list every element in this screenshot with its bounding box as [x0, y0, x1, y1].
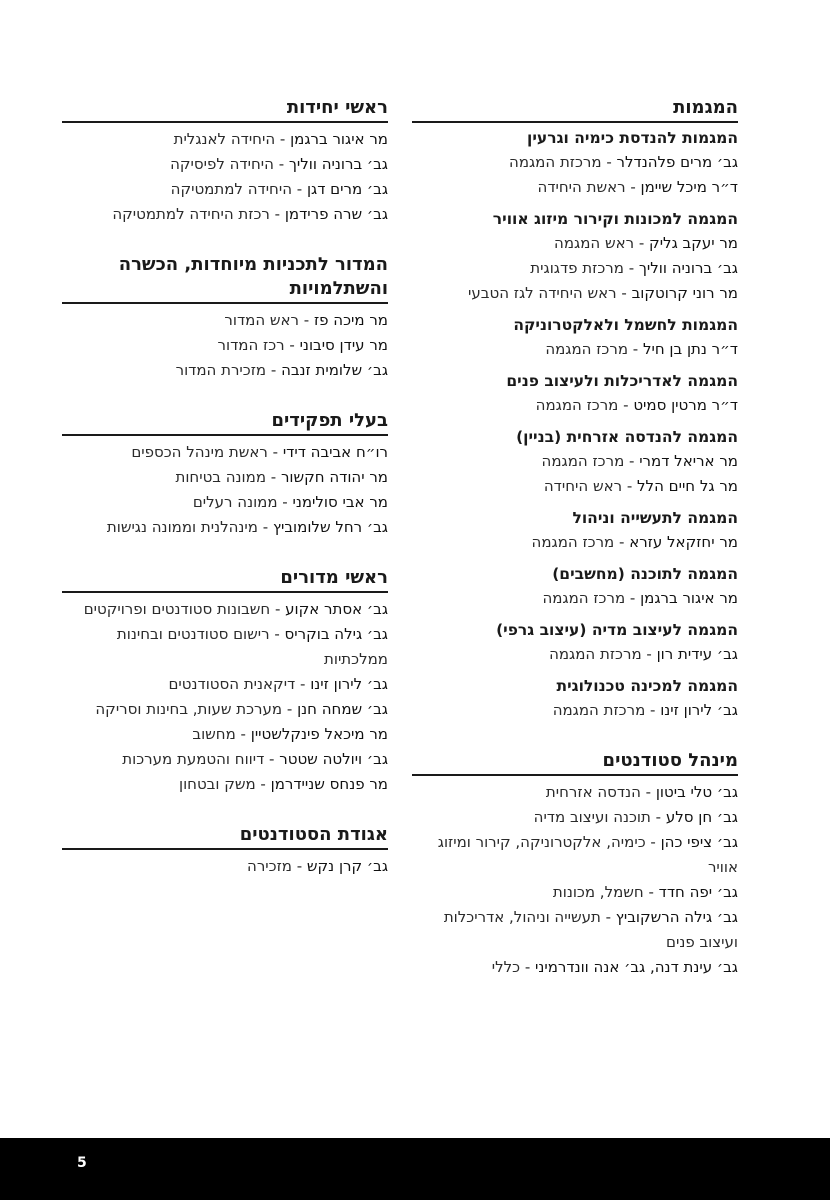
staff-name: ד״ר מיכל שיימן — [640, 178, 738, 196]
staff-role: - ראשת היחידה — [537, 178, 641, 196]
staff-row — [62, 722, 388, 747]
staff-role: - היחידה לאנגלית — [173, 130, 291, 148]
department-group — [412, 426, 738, 499]
staff-role: - כימיה, אלקטרוניקה, קירור ומיזוג אוויר — [437, 833, 738, 876]
staff-role: - מזכירה — [247, 857, 307, 875]
staff-name: מר עידן סיבוני — [299, 336, 388, 354]
department-group — [62, 127, 388, 227]
department-group — [412, 370, 738, 418]
staff-name: רו״ח אביבה דידי — [282, 443, 388, 461]
staff-role: - דיקאנית הסטודנטים — [168, 675, 311, 693]
staff-row — [412, 281, 738, 306]
staff-row — [62, 440, 388, 465]
staff-name: מר אבי סולימני — [292, 493, 388, 511]
staff-role: - ראש היחידה — [543, 477, 638, 495]
staff-name: גב׳ שלומית זנבה — [281, 361, 388, 379]
section-heading: אגודת הסטודנטים — [62, 823, 388, 850]
staff-row — [62, 152, 388, 177]
staff-role: - ראש המדור — [224, 311, 314, 329]
right-column — [412, 96, 738, 1006]
staff-role: - תוכנה ועיצוב מדיה — [533, 808, 666, 826]
staff-row — [62, 333, 388, 358]
department-group — [412, 507, 738, 555]
staff-name: מר איגור ברגמן — [640, 589, 738, 607]
staff-name: גב׳ מרים דגן — [306, 180, 388, 198]
staff-row — [62, 202, 388, 227]
department-group — [62, 440, 388, 540]
group-title: המגמות להנדסת כימיה וגרעין — [527, 129, 738, 147]
staff-role: - מחשוב — [192, 725, 251, 743]
staff-role: - ראשת מינהל הכספים — [131, 443, 283, 461]
staff-role: - חשבונות סטודנטים ופרויקטים — [83, 600, 286, 618]
staff-role: - מרכז המגמה — [531, 533, 630, 551]
group-title: המגמה לעיצוב מדיה (עיצוב גרפי) — [496, 621, 738, 639]
staff-row — [412, 805, 738, 830]
section — [62, 823, 388, 879]
group-title: המגמה לתוכנה (מחשבים) — [552, 565, 738, 583]
department-group — [412, 127, 738, 200]
department-group — [412, 675, 738, 723]
staff-name: גב׳ יפה חדד — [658, 883, 738, 901]
staff-role: - ממונה בטיחות — [175, 468, 281, 486]
staff-row — [412, 698, 738, 723]
staff-name: גב׳ ציפי כהן — [660, 833, 738, 851]
staff-role: - ראש היחידה לגז הטבעי — [468, 284, 632, 302]
left-column — [62, 96, 388, 905]
staff-name: גב׳ שרה פרידמן — [284, 205, 388, 223]
staff-role: - רישום סטודנטים ובחינות ממלכתיות — [116, 625, 388, 668]
staff-row — [62, 772, 388, 797]
staff-name: גב׳ עידית רון — [656, 645, 738, 663]
staff-name: גב׳ גילה הרשקוביץ — [615, 908, 738, 926]
staff-name: גב׳ ברוניה ווליך — [638, 259, 738, 277]
staff-role: - הנדסה אזרחית — [545, 783, 656, 801]
section — [62, 253, 388, 383]
staff-role: - מרכזת המגמה — [549, 645, 657, 663]
staff-role: - מרכז המגמה — [535, 396, 634, 414]
department-group — [62, 854, 388, 879]
department-group — [412, 619, 738, 667]
staff-role: - רכז המדור — [217, 336, 300, 354]
department-group — [412, 563, 738, 611]
section — [412, 749, 738, 980]
staff-role: - רכזת היחידה למתמטיקה — [112, 205, 285, 223]
group-title: המגמה למכונות וקירור מיזוג אוויר — [492, 210, 738, 228]
staff-row — [62, 854, 388, 879]
staff-role: - מינהלנית וממונה נגישות — [106, 518, 273, 536]
staff-row — [62, 747, 388, 772]
staff-row — [412, 150, 738, 175]
staff-row — [412, 642, 738, 667]
staff-name: גב׳ חן סלע — [665, 808, 738, 826]
staff-role: - דיווח והטמעת מערכות — [122, 750, 280, 768]
staff-role: - היחידה למתמטיקה — [170, 180, 307, 198]
staff-row — [62, 127, 388, 152]
staff-row — [412, 256, 738, 281]
staff-name: גב׳ מרים פלהנדלר — [616, 153, 738, 171]
section-heading: מינהל סטודנטים — [412, 749, 738, 776]
staff-name: מר פנחס שניידרמן — [270, 775, 388, 793]
staff-role: - תעשייה וניהול, אדריכלות ועיצוב פנים — [443, 908, 738, 951]
staff-name: מר יחזקאל עזרא — [629, 533, 738, 551]
staff-role: - מערכת שעות, בחינות וסריקה — [95, 700, 298, 718]
staff-role: - חשמל, מכונות — [552, 883, 659, 901]
staff-row — [62, 358, 388, 383]
staff-name: ד״ר נתן בן חיל — [642, 340, 738, 358]
staff-row — [62, 308, 388, 333]
staff-row — [412, 175, 738, 200]
staff-role: - מרכזת המגמה — [509, 153, 617, 171]
staff-row — [412, 830, 738, 880]
staff-row — [62, 597, 388, 622]
staff-role: - מזכירת המדור — [175, 361, 282, 379]
staff-row — [412, 337, 738, 362]
department-group — [412, 780, 738, 980]
staff-name: גב׳ לירון זינו — [310, 675, 388, 693]
staff-row — [412, 880, 738, 905]
staff-role: - מרכזת המגמה — [552, 701, 661, 719]
staff-role: - משק ובטחון — [178, 775, 271, 793]
staff-row — [412, 231, 738, 256]
department-group — [62, 597, 388, 797]
staff-row — [412, 530, 738, 555]
staff-name: מר גל חיים הלל — [637, 477, 738, 495]
staff-row — [412, 586, 738, 611]
staff-row — [412, 955, 738, 980]
staff-name: גב׳ ויולטה שטטר — [279, 750, 388, 768]
group-title: המגמה לתעשייה וניהול — [572, 509, 738, 527]
section-heading: בעלי תפקידים — [62, 409, 388, 436]
page-number: 5 — [77, 1155, 87, 1171]
staff-row — [62, 177, 388, 202]
staff-row — [412, 449, 738, 474]
staff-name: גב׳ עינת דנה, גב׳ אנה וונדרמיני — [535, 958, 738, 976]
section — [62, 409, 388, 540]
staff-name: גב׳ אסתר אקוע — [285, 600, 388, 618]
staff-name: גב׳ טלי ביטון — [655, 783, 738, 801]
staff-row — [62, 697, 388, 722]
group-title: המגמות לחשמל ולאלקטרוניקה — [513, 316, 738, 334]
staff-role: - ראש המגמה — [554, 234, 650, 252]
staff-name: גב׳ גילה בוקריס — [284, 625, 388, 643]
staff-name: גב׳ ברוניה ווליך — [288, 155, 388, 173]
group-title: המגמה להנדסה אזרחית (בניין) — [516, 428, 738, 446]
staff-name: מר יהודה חקשור — [280, 468, 388, 486]
staff-name: גב׳ קרן נקש — [306, 857, 388, 875]
group-title: המגמה לאדריכלות ולעיצוב פנים — [506, 372, 738, 390]
staff-name: מר רוני קרוטקוב — [631, 284, 738, 302]
section-heading: המגמות — [412, 96, 738, 123]
staff-row — [412, 393, 738, 418]
staff-name: מר איגור ברגמן — [290, 130, 388, 148]
staff-row — [412, 905, 738, 955]
staff-name: מר מיכה פז — [313, 311, 388, 329]
section-heading: המדור לתכניות מיוחדות, הכשרה והשתלמויות — [62, 253, 388, 304]
staff-role: - מרכז המגמה — [545, 340, 643, 358]
staff-name: מר מיכאל פינקלשטיין — [250, 725, 388, 743]
department-group — [62, 308, 388, 383]
staff-name: גב׳ שמחה חנן — [297, 700, 388, 718]
staff-name: גב׳ לירון זינו — [660, 701, 738, 719]
staff-role: - ממונה רעלים — [192, 493, 293, 511]
section-heading: ראשי מדורים — [62, 566, 388, 593]
group-title: המגמה למכינה טכנולוגית — [556, 677, 738, 695]
staff-row — [62, 622, 388, 672]
staff-row — [62, 672, 388, 697]
staff-name: מר יעקב גליק — [649, 234, 738, 252]
department-group — [412, 208, 738, 306]
staff-row — [62, 490, 388, 515]
footer-bar — [0, 1138, 830, 1200]
staff-name: מר אריאל דמרי — [639, 452, 738, 470]
staff-role: - מרכז המגמה — [541, 452, 640, 470]
staff-row — [412, 780, 738, 805]
section — [62, 96, 388, 227]
section — [412, 96, 738, 723]
staff-name: גב׳ רחל שלומוביץ — [272, 518, 388, 536]
section-heading: ראשי יחידות — [62, 96, 388, 123]
section — [62, 566, 388, 797]
staff-row — [412, 474, 738, 499]
staff-role: - מרכזת פדגוגית — [530, 259, 639, 277]
staff-row — [62, 515, 388, 540]
department-group — [412, 314, 738, 362]
staff-role: - מרכז המגמה — [542, 589, 641, 607]
staff-name: ד״ר מרטין סמיט — [633, 396, 738, 414]
staff-role: - כללי — [491, 958, 536, 976]
staff-row — [62, 465, 388, 490]
staff-role: - היחידה לפיסיקה — [170, 155, 289, 173]
